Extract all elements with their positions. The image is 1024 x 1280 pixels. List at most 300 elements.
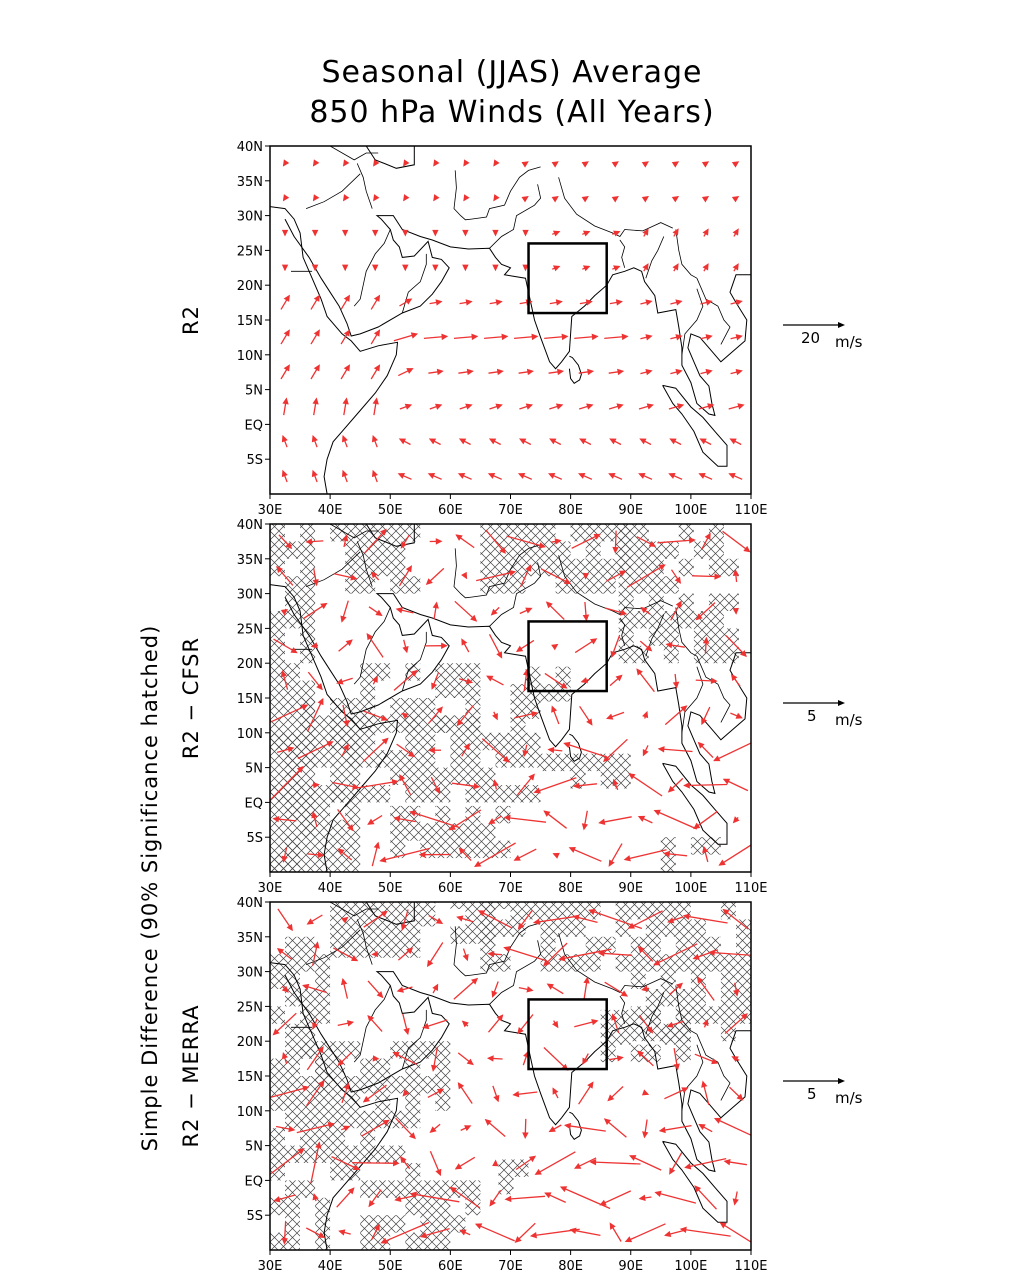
hatch-cell <box>315 1093 330 1110</box>
hatch-cell <box>709 628 724 645</box>
hatch-cell <box>619 524 634 541</box>
hatch-cell <box>285 1093 300 1110</box>
hatch-cell <box>360 1215 375 1232</box>
hatch-cell <box>556 559 571 576</box>
reference-vector <box>783 322 863 351</box>
hatch-cell <box>285 1198 300 1215</box>
hatch-cell <box>435 823 450 840</box>
hatch-cell <box>405 733 420 750</box>
hatch-cell <box>541 902 556 919</box>
hatch-cell <box>345 768 360 785</box>
hatch-cell <box>345 1146 360 1163</box>
hatch-cell <box>571 919 586 936</box>
hatch-cell <box>511 541 526 558</box>
hatch-cell <box>330 1128 345 1145</box>
hatch-cell <box>586 754 601 771</box>
hatch-cell <box>496 785 511 802</box>
hatch-cell <box>526 750 541 767</box>
hatch-cell <box>300 837 315 854</box>
hatch-cell <box>661 855 676 872</box>
hatch-cell <box>285 1041 300 1058</box>
hatch-cell <box>405 785 420 802</box>
hatch-cell <box>556 541 571 558</box>
lat-tick-label: 40N <box>236 518 263 533</box>
hatch-cell <box>285 663 300 680</box>
hatch-cell <box>571 754 586 771</box>
hatch-cell <box>330 1111 345 1128</box>
hatch-cell <box>676 1045 691 1062</box>
vector-arrow-icon <box>838 322 845 328</box>
hatch-cell <box>619 541 634 558</box>
hatch-cell <box>270 681 285 698</box>
lon-tick-label: 110E <box>734 503 768 518</box>
hatch-cell <box>661 972 676 989</box>
reference-vector-value: 5 <box>807 1085 817 1103</box>
hatch-cell <box>511 684 526 701</box>
lon-tick-label: 100E <box>674 1259 708 1274</box>
hatch-cell <box>300 681 315 698</box>
hatch-cell <box>285 1059 300 1076</box>
hatch-cell <box>420 892 435 909</box>
side-label: Simple Difference (90% Significance hatched) <box>138 624 162 1152</box>
hatch-cell <box>649 576 664 593</box>
hatch-cell <box>679 611 694 628</box>
hatch-cell <box>330 750 345 767</box>
hatch-cell <box>526 733 541 750</box>
hatch-cell <box>390 559 405 576</box>
lat-tick-label: EQ <box>244 796 263 812</box>
hatch-cell <box>405 768 420 785</box>
panel-label: R2 − CFSR <box>179 636 203 760</box>
hatch-cell <box>375 1076 390 1093</box>
hatch-cell <box>285 1146 300 1163</box>
hatch-cell <box>405 1111 420 1128</box>
reference-vector-unit: m/s <box>835 711 863 729</box>
hatch-cell <box>375 541 390 558</box>
hatch-cell <box>315 802 330 819</box>
hatch-cell <box>694 541 709 558</box>
hatch-cell <box>679 559 694 576</box>
hatch-cell <box>300 559 315 576</box>
hatch-cell <box>270 733 285 750</box>
lon-tick-label: 40E <box>317 881 343 896</box>
hatch-cell <box>420 785 435 802</box>
lon-tick-label: 60E <box>437 1259 463 1274</box>
hatch-cell <box>691 1006 706 1023</box>
lon-tick-label: 50E <box>377 503 403 518</box>
hatch-cell <box>270 820 285 837</box>
lon-tick-label: 50E <box>377 881 403 896</box>
hatch-cell <box>315 954 330 971</box>
hatch-cell <box>405 823 420 840</box>
lon-tick-label: 110E <box>734 1259 768 1274</box>
hatch-cell <box>345 1163 360 1180</box>
title-line-2: 850 hPa Winds (All Years) <box>309 95 715 130</box>
hatch-cell <box>631 902 646 919</box>
reference-vector-value: 20 <box>801 329 821 347</box>
hatch-cell <box>330 923 345 940</box>
hatch-cell <box>270 1059 285 1076</box>
hatch-cell <box>330 1163 345 1180</box>
hatch-cell <box>420 750 435 767</box>
hatch-cell <box>420 823 435 840</box>
hatch-cell <box>330 785 345 802</box>
hatch-cell <box>661 902 676 919</box>
hatch-cell <box>375 1111 390 1128</box>
hatch-cell <box>390 698 405 715</box>
lat-tick-label: 35N <box>236 552 263 568</box>
lon-tick-label: 90E <box>618 881 644 896</box>
hatch-cell <box>285 937 300 954</box>
hatch-cell <box>721 954 736 971</box>
hatch-cell <box>541 937 556 954</box>
hatch-cell <box>375 923 390 940</box>
hatch-cell <box>330 524 345 541</box>
hatch-cell <box>480 541 495 558</box>
hatch-cell <box>405 1198 420 1215</box>
hatch-cell <box>709 524 724 541</box>
hatch-cell <box>390 715 405 732</box>
hatch-cell <box>435 1233 450 1250</box>
hatch-cell <box>300 750 315 767</box>
hatch-cell <box>345 559 360 576</box>
hatch-cell <box>270 1233 285 1250</box>
hatch-cell <box>676 919 691 936</box>
hatch-cell <box>709 559 724 576</box>
hatch-cell <box>360 888 375 905</box>
hatch-cell <box>465 768 480 785</box>
hatch-cell <box>646 1045 661 1062</box>
hatch-cell <box>285 750 300 767</box>
lon-tick-label: 50E <box>377 1259 403 1274</box>
hatch-cell <box>390 1215 405 1232</box>
hatch-cell <box>300 1041 315 1058</box>
hatch-cell <box>496 919 511 936</box>
lon-tick-label: 100E <box>674 503 708 518</box>
lon-tick-label: 90E <box>618 503 644 518</box>
hatch-cell <box>634 559 649 576</box>
lat-tick-label: 35N <box>236 174 263 190</box>
hatch-cell <box>541 541 556 558</box>
lon-tick-label: 70E <box>498 503 523 518</box>
reference-vector <box>783 1078 863 1107</box>
vector-arrow-icon <box>838 700 845 706</box>
hatch-cell <box>631 954 646 971</box>
hatch-cell <box>420 1215 435 1232</box>
hatch-cell <box>315 855 330 872</box>
hatch-cell <box>405 923 420 940</box>
hatch-cell <box>480 785 495 802</box>
hatch-cell <box>285 785 300 802</box>
hatch-cell <box>634 611 649 628</box>
lat-tick-label: 25N <box>236 1000 263 1016</box>
hatch-cell <box>465 823 480 840</box>
lon-tick-label: 30E <box>257 1259 283 1274</box>
hatch-cell <box>360 1111 375 1128</box>
hatch-cell <box>465 1180 480 1197</box>
hatch-cell <box>330 715 345 732</box>
hatch-cell <box>360 715 375 732</box>
hatch-cell <box>315 785 330 802</box>
hatch-cell <box>676 937 691 954</box>
hatch-cell <box>465 750 480 767</box>
hatch-cell <box>315 1128 330 1145</box>
lat-tick-label: 15N <box>236 692 263 707</box>
hatch-cell <box>270 768 285 785</box>
lon-tick-label: 80E <box>558 881 584 896</box>
hatch-cell <box>270 1163 285 1180</box>
hatch-cell <box>345 750 360 767</box>
lon-tick-label: 110E <box>734 881 768 896</box>
hatch-cell <box>646 937 661 954</box>
hatch-cell <box>586 541 601 558</box>
reference-vector <box>783 700 863 729</box>
lat-tick-label: 10N <box>236 726 263 742</box>
hatch-cell <box>420 1076 435 1093</box>
map-panel-3 <box>179 888 863 1280</box>
lat-tick-label: 15N <box>236 314 263 329</box>
hatch-cell <box>601 576 616 593</box>
vector-arrow-icon <box>838 1078 845 1084</box>
hatch-cell <box>315 1006 330 1023</box>
map-panel-2 <box>179 518 863 910</box>
hatch-cell <box>285 1024 300 1041</box>
hatch-cell <box>736 937 751 954</box>
lat-tick-label: 5N <box>245 383 263 399</box>
lat-tick-label: 20N <box>236 1035 263 1051</box>
hatch-cell <box>709 541 724 558</box>
hatch-cell <box>616 902 631 919</box>
hatch-cell <box>330 940 345 957</box>
hatch-cell <box>676 1010 691 1027</box>
hatch-cell <box>496 806 511 823</box>
hatch-cell <box>601 1027 616 1044</box>
hatch-cell <box>360 1233 375 1250</box>
hatch-cell <box>300 1180 315 1197</box>
lat-tick-label: 30N <box>236 209 263 225</box>
hatch-cell <box>420 768 435 785</box>
hatch-cell <box>270 715 285 732</box>
lat-tick-label: 35N <box>236 930 263 946</box>
panel-label: R2 <box>179 305 203 335</box>
hatch-cell <box>664 646 679 663</box>
lon-tick-label: 90E <box>618 1259 644 1274</box>
hatch-cell <box>465 715 480 732</box>
hatch-cell <box>330 855 345 872</box>
panel-label: R2 − MERRA <box>179 1004 203 1148</box>
hatch-cell <box>285 698 300 715</box>
hatch-cell <box>676 954 691 971</box>
hatch-cell <box>270 1128 285 1145</box>
hatch-cell <box>300 1146 315 1163</box>
hatch-cell <box>345 802 360 819</box>
hatch-cell <box>300 768 315 785</box>
hatch-cell <box>465 841 480 858</box>
hatch-cell <box>736 954 751 971</box>
lon-tick-label: 70E <box>498 1259 523 1274</box>
hatch-cell <box>664 576 679 593</box>
hatch-cell <box>300 733 315 750</box>
hatch-cell <box>709 594 724 611</box>
hatch-cell <box>300 594 315 611</box>
hatch-cell <box>541 524 556 541</box>
hatch-cell <box>435 715 450 732</box>
hatch-cell <box>691 989 706 1006</box>
hatch-cell <box>315 972 330 989</box>
lon-tick-label: 80E <box>558 1259 584 1274</box>
hatch-cell <box>330 1146 345 1163</box>
hatch-cell <box>285 1111 300 1128</box>
hatch-cell <box>285 1233 300 1250</box>
hatch-cell <box>571 524 586 541</box>
hatch-cell <box>420 698 435 715</box>
wind-vector <box>352 1163 398 1164</box>
hatch-cell <box>724 646 739 663</box>
hatch-cell <box>270 1076 285 1093</box>
hatch-cell <box>270 628 285 645</box>
hatch-cell <box>285 1215 300 1232</box>
hatch-cell <box>661 1027 676 1044</box>
hatch-cell <box>619 628 634 645</box>
hatch-cell <box>465 892 480 909</box>
hatch-cell <box>706 954 721 971</box>
hatch-cell <box>375 785 390 802</box>
hatch-cell <box>526 785 541 802</box>
hatch-cell <box>465 926 480 943</box>
hatch-cell <box>499 1160 514 1177</box>
hatch-cell <box>375 1215 390 1232</box>
map-panel-1 <box>179 140 863 532</box>
hatch-cell <box>285 715 300 732</box>
hatch-cell <box>360 681 375 698</box>
hatch-cell <box>480 768 495 785</box>
hatch-cell <box>526 524 541 541</box>
hatch-cell <box>315 750 330 767</box>
hatch-cell <box>450 663 465 680</box>
reference-vector-unit: m/s <box>835 333 863 351</box>
hatch-cell <box>390 1076 405 1093</box>
hatch-cell <box>480 823 495 840</box>
lat-tick-label: 5S <box>246 453 263 469</box>
hatch-cell <box>405 1076 420 1093</box>
lon-tick-label: 40E <box>317 1259 343 1274</box>
hatch-cell <box>360 576 375 593</box>
lat-tick-label: 10N <box>236 1104 263 1120</box>
hatch-cell <box>586 576 601 593</box>
hatch-cell <box>706 1006 721 1023</box>
lat-tick-label: 25N <box>236 622 263 638</box>
hatch-cell <box>390 750 405 767</box>
hatch-cell <box>450 681 465 698</box>
hatch-cell <box>270 698 285 715</box>
hatch-cell <box>724 628 739 645</box>
hatch-cell <box>709 646 724 663</box>
hatch-cell <box>496 733 511 750</box>
lat-tick-label: 30N <box>236 587 263 603</box>
hatch-cell <box>450 926 465 943</box>
lat-tick-label: 30N <box>236 965 263 981</box>
hatch-cell <box>270 837 285 854</box>
hatch-cell <box>330 1041 345 1058</box>
hatch-cell <box>435 841 450 858</box>
hatch-cell <box>511 576 526 593</box>
hatch-cell <box>601 559 616 576</box>
lat-tick-label: EQ <box>244 418 263 434</box>
lat-tick-label: EQ <box>244 1174 263 1190</box>
hatch-cell <box>541 684 556 701</box>
hatch-cell <box>435 681 450 698</box>
hatch-cell <box>300 855 315 872</box>
hatch-cell <box>300 1076 315 1093</box>
hatch-cell <box>270 611 285 628</box>
hatch-cell <box>390 1180 405 1197</box>
hatch-cell <box>661 954 676 971</box>
hatch-cell <box>721 1006 736 1023</box>
hatch-cell <box>676 1027 691 1044</box>
lon-tick-label: 60E <box>437 881 463 896</box>
hatch-cell <box>571 576 586 593</box>
lat-tick-label: 10N <box>236 348 263 364</box>
hatch-cell <box>465 909 480 926</box>
lon-tick-label: 70E <box>498 881 523 896</box>
hatch-cell <box>694 646 709 663</box>
hatch-cell <box>285 954 300 971</box>
hatch-cell <box>646 1010 661 1027</box>
lat-tick-label: 5N <box>245 1139 263 1155</box>
hatch-cell <box>435 768 450 785</box>
lat-tick-label: 15N <box>236 1070 263 1085</box>
lat-tick-label: 40N <box>236 140 263 155</box>
lon-tick-label: 40E <box>317 503 343 518</box>
hatch-cell <box>496 841 511 858</box>
hatch-cell <box>300 1111 315 1128</box>
hatch-cell <box>315 1215 330 1232</box>
hatch-cell <box>405 715 420 732</box>
lat-tick-label: 5S <box>246 1209 263 1225</box>
hatch-cell <box>375 1146 390 1163</box>
hatch-cell <box>450 733 465 750</box>
reference-vector-value: 5 <box>807 707 817 725</box>
hatch-cell <box>300 524 315 541</box>
hatch-cell <box>496 524 511 541</box>
lat-tick-label: 5N <box>245 761 263 777</box>
lat-tick-label: 5S <box>246 831 263 847</box>
hatch-cell <box>330 768 345 785</box>
hatch-cell <box>390 906 405 923</box>
hatch-cell <box>420 733 435 750</box>
hatch-cell <box>360 1180 375 1197</box>
hatch-cell <box>300 820 315 837</box>
hatch-cell <box>375 1059 390 1076</box>
hatch-cell <box>450 768 465 785</box>
hatch-cell <box>390 940 405 957</box>
hatch-cell <box>270 1006 285 1023</box>
hatch-cell <box>405 1093 420 1110</box>
reference-vector-unit: m/s <box>835 1089 863 1107</box>
hatch-cell <box>511 733 526 750</box>
hatch-cell <box>616 754 631 771</box>
hatch-cell <box>616 954 631 971</box>
hatch-cell <box>435 1180 450 1197</box>
hatch-cell <box>285 820 300 837</box>
hatch-cell <box>315 715 330 732</box>
hatch-cell <box>375 559 390 576</box>
hatch-cell <box>601 524 616 541</box>
lon-tick-label: 30E <box>257 881 283 896</box>
hatch-cell <box>646 919 661 936</box>
hatch-cell <box>360 1146 375 1163</box>
lat-tick-label: 25N <box>236 244 263 260</box>
